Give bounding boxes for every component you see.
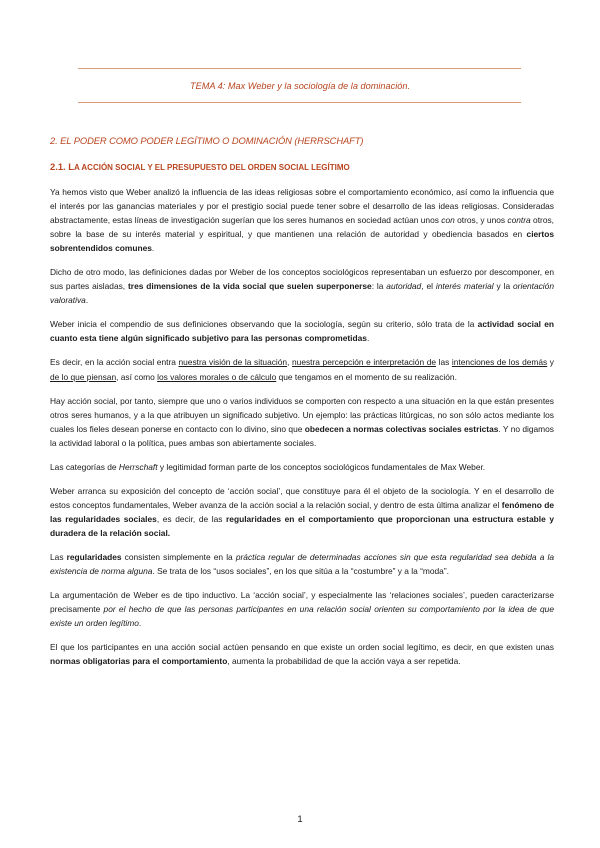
document-body	[50, 185, 554, 678]
header-top-rule	[78, 68, 521, 69]
paragraph-8: Las regularidades consisten simplemente en la práctica regular de determinadas acciones sin que esta regularidad sea debida a la existencia de norma alguna. Se trata de los “usos sociales”, en los que sitúa a la “costumbre” y a la “moda”.	[50, 551, 554, 577]
subsection-first-letter: L	[68, 161, 74, 172]
paragraph-7: Weber arranca su exposición del concepto de ‘acción social’, que constituye para él el objeto de la sociología. Y en el desarrollo de estos conceptos fundamentales, Weber avanza de la acción social a la relación social, y dentro de esta última analizar el fenómeno de las regularidades sociales, es decir, de las regularidades en el comportamiento que proporcionan una estructura estable y duradera de la relación social.	[50, 485, 554, 538]
paragraph-4: Es decir, en la acción social entra nuestra visión de la situación, nuestra percepción e interpretación de las intenciones de los demás y de lo que piensan, así como los valores morales o de cálculo que tengamos en el momento de su realización.	[50, 357, 554, 382]
paragraph-1: Ya hemos visto que Weber analizó la influencia de las ideas religiosas sobre el comportamiento económico, así como la influencia que el interés por las ganancias materiales y por el prestigio social puede tener sobre el desarrollo de las ideas religiosas. Consideradas abstractamente, estas líneas de investigación sugerían que los seres humanos en sociedad actúan unos con otros, y unos contra otros, sobre la base de su interés material y espiritual, y que mantienen una relación de autoridad y obediencia basados en ciertos sobrentendidos comunes.	[50, 187, 554, 254]
paragraph-5: Hay acción social, por tanto, siempre que uno o varios individuos se comporten con respecto a una situación en la que están presentes otros seres humanos, y a la que atribuyen un significado subjetivo. Un ejemplo: las prácticas litúrgicas, no son sólo actos mediante los cuales los fieles desean ponerse en contacto con lo divino, sino que obedecen a normas colectivas sociales estrictas. Y no digamos la actividad laboral o la política, pues ambas son abiertamente sociales.	[50, 395, 554, 448]
subsection-rest: A ACCIÓN SOCIAL Y EL PRESUPUESTO DEL ORDEN SOCIAL LEGÍTIMO	[73, 163, 350, 172]
paragraph-6: Las categorías de Herrschaft y legitimidad forman parte de los conceptos sociológicos fundamentales de Max Weber.	[50, 461, 486, 472]
header-title: TEMA 4: Max Weber y la sociología de la dominación.	[189, 81, 411, 91]
paragraph-9: La argumentación de Weber es de tipo inductivo. La ‘acción social’, y especialmente las ‘relaciones sociales’, pueden caracterizarse precisamente por el hecho de que las personas participantes en una relación social orienten su comportamiento por la idea de que existe un orden legítimo.	[50, 590, 554, 629]
paragraph-2: Dicho de otro modo, las definiciones dadas por Weber de los conceptos sociológicos representaban un esfuerzo por descomponer, en sus partes aisladas, tres dimensiones de la vida social que suelen superponerse: la autoridad, el interés material y la orientación valorativa.	[50, 267, 554, 306]
page-number: 1	[297, 814, 303, 825]
subsection-title	[50, 161, 350, 172]
paragraph-10: El que los participantes en una acción social actúen pensando en que existe un orden social legítimo, es decir, en que existen unas normas obligatorias para el comportamiento, aumenta la probabilidad de que la acción vaya a ser repetida.	[50, 642, 554, 667]
subsection-number: 2.1.	[50, 161, 66, 172]
header-bottom-rule	[78, 102, 521, 103]
paragraph-3: Weber inicia el compendio de sus definiciones observando que la sociología, según su criterio, sólo trata de la actividad social en cuanto esta tiene algún significado subjetivo para las personas comprometidas.	[50, 319, 554, 344]
section-title: 2. EL PODER COMO PODER LEGÍTIMO O DOMINACIÓN (HERRSCHAFT)	[50, 135, 364, 146]
